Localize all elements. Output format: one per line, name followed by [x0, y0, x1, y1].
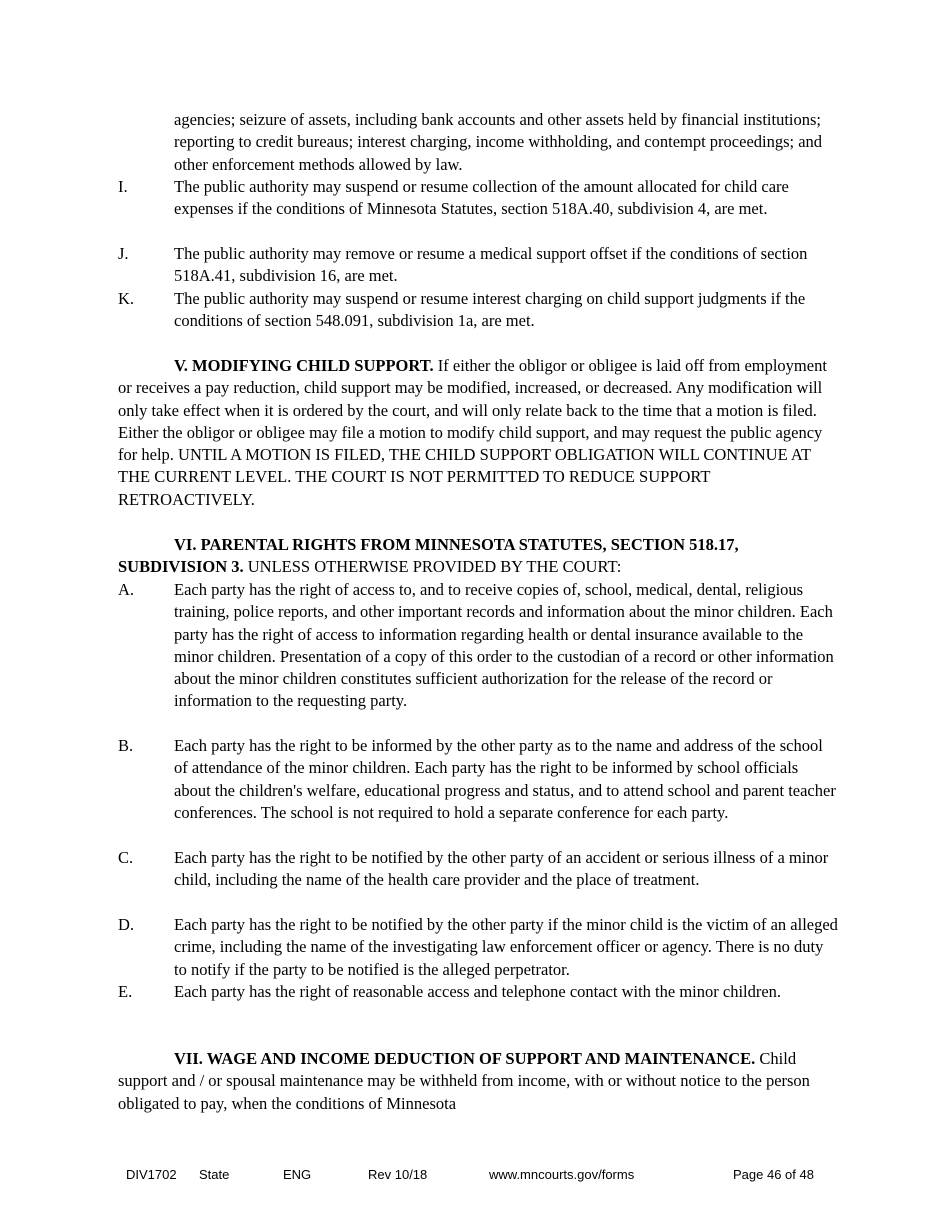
list-item-text: The public authority may suspend or resume interest charging on child support judgments if the conditions of section 548.091, subdivision 1a, are met. — [174, 289, 806, 331]
list-item-label: D. — [118, 915, 135, 934]
section-vii-body: Child support and / or spousal maintenance may be withheld from income, with or without notice to the person obligated to pay, when the conditions of Minnesota — [118, 1049, 810, 1113]
list-item — [118, 243, 838, 288]
list-item-label: I. — [118, 177, 128, 196]
list-item — [118, 176, 838, 221]
list-item-text: Each party has the right to be notified by the other party if the minor child is the victim of an alleged crime, including the name of the investigating law enforcement officer or agency. There is no duty to notify if the party to be notified is the alleged perpetrator. — [174, 915, 838, 979]
list-item — [118, 847, 838, 892]
section-vii-heading: VII. WAGE AND INCOME DEDUCTION OF SUPPORT AND MAINTENANCE. — [174, 1049, 756, 1068]
list-item-text: The public authority may suspend or resume collection of the amount allocated for child care expenses if the conditions of Minnesota Statutes, section 518A.40, subdivision 4, are met. — [174, 177, 789, 219]
list-item-label: C. — [118, 848, 134, 867]
footer-jurisdiction: State — [199, 1167, 230, 1182]
list-item-label: A. — [118, 580, 135, 599]
footer-language: ENG — [283, 1167, 312, 1182]
list-item-text: Each party has the right to be informed by the other party as to the name and address of the school of attendance of the minor children. Each party has the right to be informed by school officials about the children's welfare, educational progress and status, and to attend school and parent teacher conferences. The school is not required to hold a separate conference for each party. — [174, 736, 836, 822]
list-item-label: B. — [118, 736, 134, 755]
footer-form-id: DIV1702 — [126, 1167, 177, 1182]
list-item-text: Each party has the right of reasonable access and telephone contact with the minor children. — [174, 982, 782, 1001]
list-item-text: The public authority may remove or resume a medical support offset if the conditions of section 518A.41, subdivision 16, are met. — [174, 244, 808, 286]
section-vii — [118, 1048, 838, 1115]
list-item-text: Each party has the right of access to, and to receive copies of, school, medical, dental, religious training, police reports, and other important records and information about the minor children. Each party has the right of access to information regarding health or dental insurance available to the minor children. Presentation of a copy of this order to the custodian of a record or other information about the minor children constitutes sufficient authorization for the release of the record or information to the requesting party. — [174, 580, 834, 711]
section-v-body: If either the obligor or obligee is laid off from employment or receives a pay reduction, child support may be modified, increased, or decreased. Any modification will only take effect when it is ordered by the court, and will only relate back to the time that a motion is filed. Either the obligor or obligee may file a motion to modify child support, and may request the public agency for help. UNTIL A MOTION IS FILED, THE CHILD SUPPORT OBLIGATION WILL CONTINUE AT THE CURRENT LEVEL. THE COURT IS NOT PERMITTED TO REDUCE SUPPORT RETROACTIVELY. — [118, 356, 827, 509]
section-v — [118, 355, 838, 511]
section-v-heading: V. MODIFYING CHILD SUPPORT. — [174, 356, 434, 375]
footer-revision: Rev 10/18 — [368, 1167, 428, 1182]
list-item-label: E. — [118, 982, 133, 1001]
page-footer — [0, 1167, 950, 1185]
footer-url: www.mncourts.gov/forms — [489, 1167, 635, 1182]
list-item — [118, 735, 838, 824]
list-item-text: Each party has the right to be notified by the other party of an accident or serious illness of a minor child, including the name of the health care provider and the place of treatment. — [174, 848, 829, 890]
list-item — [118, 981, 838, 1003]
list-item — [118, 914, 838, 981]
list-item-label: K. — [118, 289, 135, 308]
section-vi-body: UNLESS OTHERWISE PROVIDED BY THE COURT: — [243, 557, 622, 577]
list-item — [118, 288, 838, 333]
continuation-text: agencies; seizure of assets, including bank accounts and other assets held by financial institutions; reporting to credit bureaus; interest charging, income withholding, and contempt proceedings; and other enforcement methods allowed by law. — [174, 110, 823, 174]
section-vi — [118, 534, 838, 579]
section-vi-heading: VI. PARENTAL RIGHTS FROM MINNESOTA STATUTES, SECTION 518.17, SUBDIVISION 3. — [118, 535, 739, 577]
footer-page-number: Page 46 of 48 — [733, 1167, 814, 1182]
list-item-label: J. — [118, 244, 129, 263]
list-item — [118, 579, 838, 713]
